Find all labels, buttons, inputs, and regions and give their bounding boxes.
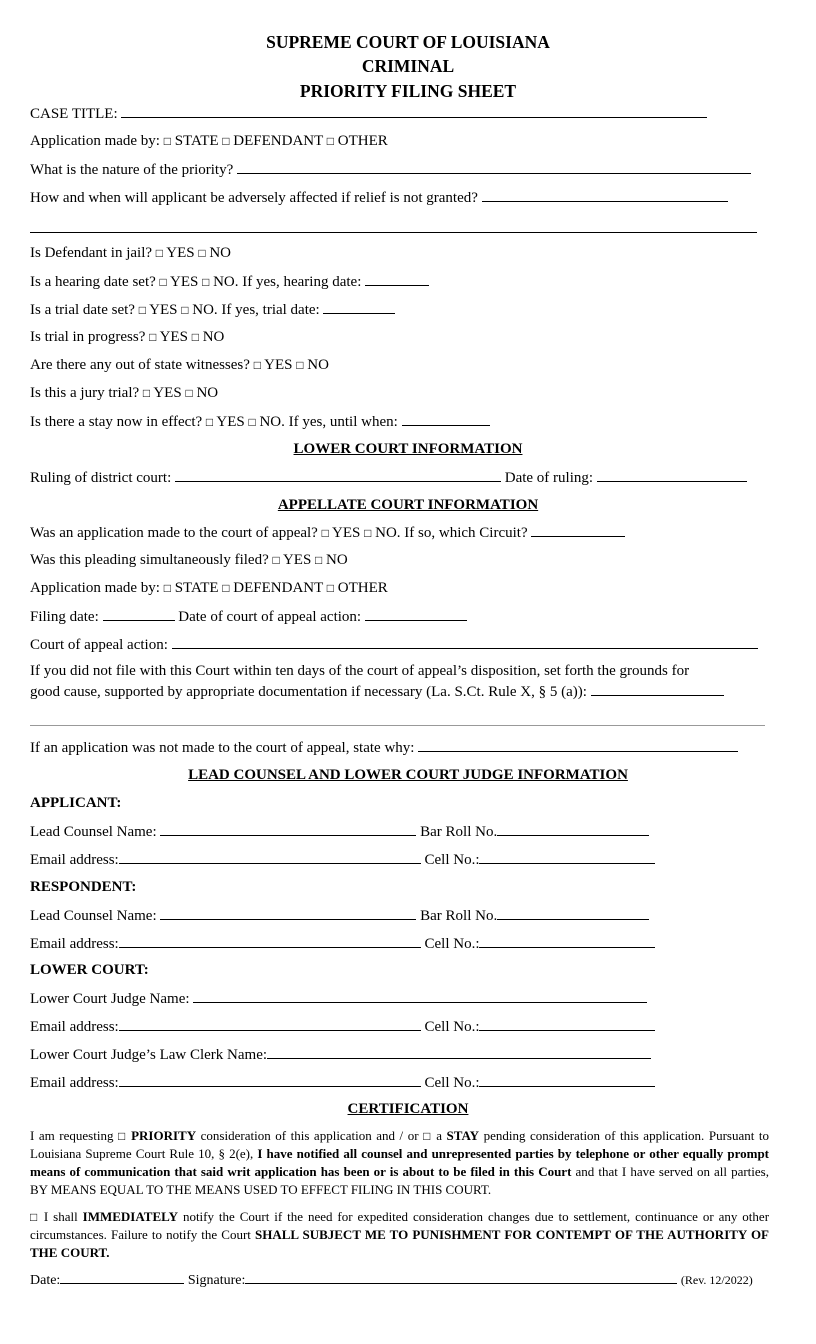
adversely-affected-field[interactable] <box>482 188 728 202</box>
coa-action-label: Court of appeal action: <box>30 637 168 653</box>
trial-progress-label: Is trial in progress? <box>30 329 146 345</box>
law-clerk-field[interactable] <box>267 1045 651 1059</box>
applicant-bar-label: Bar Roll No. <box>420 824 498 840</box>
application-made-by-label: Application made by: <box>30 133 160 149</box>
jury-yes-label: YES <box>153 385 182 401</box>
not-made-why-field[interactable] <box>418 738 738 752</box>
out-of-state-label: Are there any out of state witnesses? <box>30 357 250 373</box>
respondent-counsel-label: Lead Counsel Name: <box>30 908 157 924</box>
application-made-by-row <box>30 132 388 150</box>
certification-paragraph-1 <box>30 1127 769 1199</box>
respondent-cell-label: Cell No.: <box>424 936 480 952</box>
adversely-affected-label: How and when will applicant be adversely affected if relief is not granted? <box>30 190 478 206</box>
respondent-counsel-row <box>30 906 649 925</box>
state-option-label: STATE <box>174 133 219 149</box>
jail-no-label: NO <box>209 245 232 261</box>
out-of-state-row <box>30 356 329 374</box>
stay-word: STAY <box>446 1128 480 1143</box>
state-checkbox[interactable]: □ <box>163 134 171 148</box>
jury-trial-label: Is this a jury trial? <box>30 385 140 401</box>
judge-email-field[interactable] <box>119 1017 421 1031</box>
clerk-email-field[interactable] <box>119 1073 421 1087</box>
defendant-checkbox[interactable]: □ <box>222 134 230 148</box>
applicant-email-label: Email address: <box>30 852 119 868</box>
judge-name-row <box>30 989 647 1008</box>
coa-no-checkbox[interactable]: □ <box>364 526 372 540</box>
respondent-email-row <box>30 934 655 953</box>
progress-no-label: NO <box>202 329 225 345</box>
immediately-checkbox[interactable]: □ <box>30 1210 39 1224</box>
trial-date-row <box>30 300 395 319</box>
clerk-cell-label: Cell No.: <box>424 1075 480 1091</box>
respondent-email-field[interactable] <box>119 934 421 948</box>
coa-action-field[interactable] <box>172 635 758 649</box>
not-made-why-row <box>30 738 738 757</box>
respondent-heading: RESPONDENT: <box>30 879 137 895</box>
immediately-word: IMMEDIATELY <box>82 1209 178 1224</box>
judge-email-label: Email address: <box>30 1019 119 1035</box>
respondent-bar-field[interactable] <box>497 906 649 920</box>
coa-application-label: Was an application made to the court of appeal? <box>30 525 318 541</box>
trial-date-yes-checkbox[interactable]: □ <box>138 303 146 317</box>
cert-p2-b: notify the Court if the need for expedited consideration changes due to settlement, continuance or any other circumstances. Failure to notify the Court <box>30 1209 770 1242</box>
jury-yes-checkbox[interactable]: □ <box>142 386 151 400</box>
coa-yes-checkbox[interactable]: □ <box>321 526 329 540</box>
cert-p1-d: pending consideration of this application. Pursuant to Louisiana Supreme Court Rule 10, § 2(e), <box>30 1128 770 1161</box>
cert-p2-a: I shall <box>43 1209 78 1224</box>
adversely-affected-row <box>30 188 728 207</box>
cert-p1-a: I am requesting <box>30 1128 114 1143</box>
judge-cell-field[interactable] <box>479 1017 655 1031</box>
form-title: PRIORITY FILING SHEET <box>299 81 517 101</box>
law-clerk-row <box>30 1045 651 1064</box>
defendant-jail-label: Is Defendant in jail? <box>30 245 153 261</box>
respondent-counsel-field[interactable] <box>160 906 416 920</box>
trial-date-yes-label: YES <box>149 302 178 318</box>
stay-no-checkbox[interactable]: □ <box>248 415 256 429</box>
appellate-made-by-label: Application made by: <box>30 580 160 596</box>
appellate-made-by-row <box>30 579 388 597</box>
jury-no-checkbox[interactable]: □ <box>185 386 193 400</box>
case-title-field[interactable] <box>121 104 707 118</box>
simultaneous-label: Was this pleading simultaneously filed? <box>30 552 269 568</box>
ten-days-row <box>30 682 724 701</box>
stay-no-label: NO. If yes, until when: <box>259 414 398 430</box>
app-defendant-label: DEFENDANT <box>233 580 324 596</box>
hearing-yes-checkbox[interactable]: □ <box>159 275 167 289</box>
filing-date-row <box>30 607 467 626</box>
simul-no-checkbox[interactable]: □ <box>315 553 323 567</box>
hearing-yes-label: YES <box>169 274 199 290</box>
judge-email-row <box>30 1017 655 1036</box>
counsel-heading: LEAD COUNSEL AND LOWER COURT JUDGE INFORMATION <box>188 767 628 783</box>
ruling-row <box>30 468 747 487</box>
adversely-affected-field-line2[interactable] <box>30 232 757 233</box>
progress-no-checkbox[interactable]: □ <box>191 330 199 344</box>
signature-field[interactable] <box>245 1270 677 1284</box>
applicant-counsel-field[interactable] <box>160 822 416 836</box>
stay-effect-label: Is there a stay now in effect? <box>30 414 203 430</box>
app-other-checkbox[interactable]: □ <box>326 581 335 595</box>
date-ruling-label: Date of ruling: <box>504 470 594 486</box>
date-field[interactable] <box>60 1270 184 1284</box>
trial-date-no-label: NO. If yes, trial date: <box>192 302 320 318</box>
jury-no-label: NO <box>196 385 219 401</box>
coa-yes-label: YES <box>332 525 361 541</box>
appellate-heading: APPELLATE COURT INFORMATION <box>277 497 539 513</box>
applicant-counsel-row <box>30 822 649 841</box>
date-label: Date: <box>30 1273 61 1288</box>
jail-yes-label: YES <box>166 245 195 261</box>
simul-yes-checkbox[interactable]: □ <box>272 553 280 567</box>
ten-days-line1: If you did not file with this Court within ten days of the court of appeal’s disposition, set forth the grounds for <box>30 663 690 679</box>
ten-days-line2: good cause, supported by appropriate documentation if necessary (La. S.Ct. Rule X, § 5 (a)): <box>30 684 587 700</box>
priority-checkbox[interactable]: □ <box>118 1129 127 1143</box>
filing-date-label: Filing date: <box>30 609 99 625</box>
judge-cell-label: Cell No.: <box>424 1019 480 1035</box>
ruling-label: Ruling of district court: <box>30 470 172 486</box>
respondent-email-label: Email address: <box>30 936 119 952</box>
clerk-cell-field[interactable] <box>479 1073 655 1087</box>
trial-date-label: Is a trial date set? <box>30 302 135 318</box>
hearing-date-field[interactable] <box>365 272 429 286</box>
applicant-bar-field[interactable] <box>497 822 649 836</box>
judge-name-field[interactable] <box>193 989 647 1003</box>
nature-priority-label: What is the nature of the priority? <box>30 162 234 178</box>
app-state-checkbox[interactable]: □ <box>163 581 171 595</box>
hearing-date-row <box>30 272 429 291</box>
jail-no-checkbox[interactable]: □ <box>198 246 206 260</box>
simul-no-label: NO <box>326 552 348 568</box>
revision-label: (Rev. 12/2022) <box>680 1273 753 1287</box>
progress-yes-checkbox[interactable]: □ <box>149 330 157 344</box>
simul-yes-label: YES <box>282 552 312 568</box>
respondent-cell-field[interactable] <box>479 934 655 948</box>
case-title-row <box>30 104 707 123</box>
jury-trial-row <box>30 384 218 402</box>
trial-date-no-checkbox[interactable]: □ <box>181 303 189 317</box>
case-title-label: CASE TITLE: <box>30 106 118 122</box>
good-cause-field-line2[interactable] <box>30 725 765 726</box>
stay-request-checkbox[interactable]: □ <box>423 1129 432 1143</box>
lower-court-subheading: LOWER COURT: <box>30 962 149 978</box>
progress-yes-label: YES <box>159 329 188 345</box>
lower-court-heading: LOWER COURT INFORMATION <box>293 441 523 457</box>
other-checkbox[interactable]: □ <box>326 134 335 148</box>
respondent-bar-label: Bar Roll No. <box>420 908 498 924</box>
judge-name-label: Lower Court Judge Name: <box>30 991 190 1007</box>
applicant-email-field[interactable] <box>119 850 421 864</box>
applicant-email-row <box>30 850 655 869</box>
cert-p1-bold: I have notified all counsel and unrepresented parties by telephone or other equally prompt means of communication that said writ application has been or is about to be filed in this Court <box>30 1146 769 1179</box>
stay-yes-label: YES <box>216 414 245 430</box>
app-defendant-checkbox[interactable]: □ <box>222 581 230 595</box>
cert-p2-bold: SHALL SUBJECT ME TO PUNISHMENT FOR CONTEMPT OF THE AUTHORITY OF THE COURT. <box>30 1227 769 1260</box>
clerk-email-row <box>30 1073 655 1092</box>
coa-action-row <box>30 635 758 654</box>
coa-action-date-label: Date of court of appeal action: <box>178 609 362 625</box>
hearing-date-label: Is a hearing date set? <box>30 274 156 290</box>
coa-no-label: NO. If so, which Circuit? <box>375 525 528 541</box>
clerk-email-label: Email address: <box>30 1075 119 1091</box>
applicant-cell-label: Cell No.: <box>424 852 480 868</box>
nature-priority-field[interactable] <box>237 160 751 174</box>
coa-application-row <box>30 523 625 542</box>
ruling-field[interactable] <box>175 468 501 482</box>
applicant-cell-field[interactable] <box>479 850 655 864</box>
footer-row <box>30 1270 753 1290</box>
cert-p1-e: and that I have served on all parties, BY MEANS EQUAL TO THE MEANS USED TO EFFECT FILING IN THIS COURT. <box>30 1164 769 1197</box>
date-ruling-field[interactable] <box>597 468 747 482</box>
circuit-field[interactable] <box>531 523 625 537</box>
certification-paragraph-2 <box>30 1208 769 1262</box>
filing-date-field[interactable] <box>103 607 175 621</box>
nature-priority-row <box>30 160 751 179</box>
cert-p1-b: consideration of this application and / or <box>200 1128 419 1143</box>
app-state-label: STATE <box>174 580 219 596</box>
stay-effect-row <box>30 412 490 431</box>
trial-progress-row <box>30 328 224 346</box>
hearing-no-label: NO. If yes, hearing date: <box>213 274 362 290</box>
law-clerk-label: Lower Court Judge’s Law Clerk Name: <box>30 1047 268 1063</box>
good-cause-field[interactable] <box>591 682 724 696</box>
other-option-label: OTHER <box>337 133 388 149</box>
applicant-heading: APPLICANT: <box>30 795 122 811</box>
witness-yes-checkbox[interactable]: □ <box>253 358 261 372</box>
stay-yes-checkbox[interactable]: □ <box>205 415 214 429</box>
witness-yes-label: YES <box>264 357 293 373</box>
jail-yes-checkbox[interactable]: □ <box>155 246 164 260</box>
trial-date-field[interactable] <box>323 300 395 314</box>
division-title: CRIMINAL <box>361 56 455 76</box>
cert-p1-c: a <box>436 1128 442 1143</box>
not-made-why-label: If an application was not made to the court of appeal, state why: <box>30 740 415 756</box>
simultaneous-row <box>30 551 348 569</box>
court-name: SUPREME COURT OF LOUISIANA <box>266 32 550 52</box>
defendant-jail-row <box>30 244 231 262</box>
witness-no-checkbox[interactable]: □ <box>296 358 304 372</box>
stay-until-field[interactable] <box>402 412 490 426</box>
app-other-label: OTHER <box>337 580 388 596</box>
hearing-no-checkbox[interactable]: □ <box>202 275 210 289</box>
certification-heading: CERTIFICATION <box>347 1101 469 1117</box>
defendant-option-label: DEFENDANT <box>233 133 324 149</box>
signature-label: Signature: <box>187 1273 246 1288</box>
priority-word: PRIORITY <box>131 1128 197 1143</box>
witness-no-label: NO <box>307 357 329 373</box>
applicant-counsel-label: Lead Counsel Name: <box>30 824 157 840</box>
coa-action-date-field[interactable] <box>365 607 467 621</box>
